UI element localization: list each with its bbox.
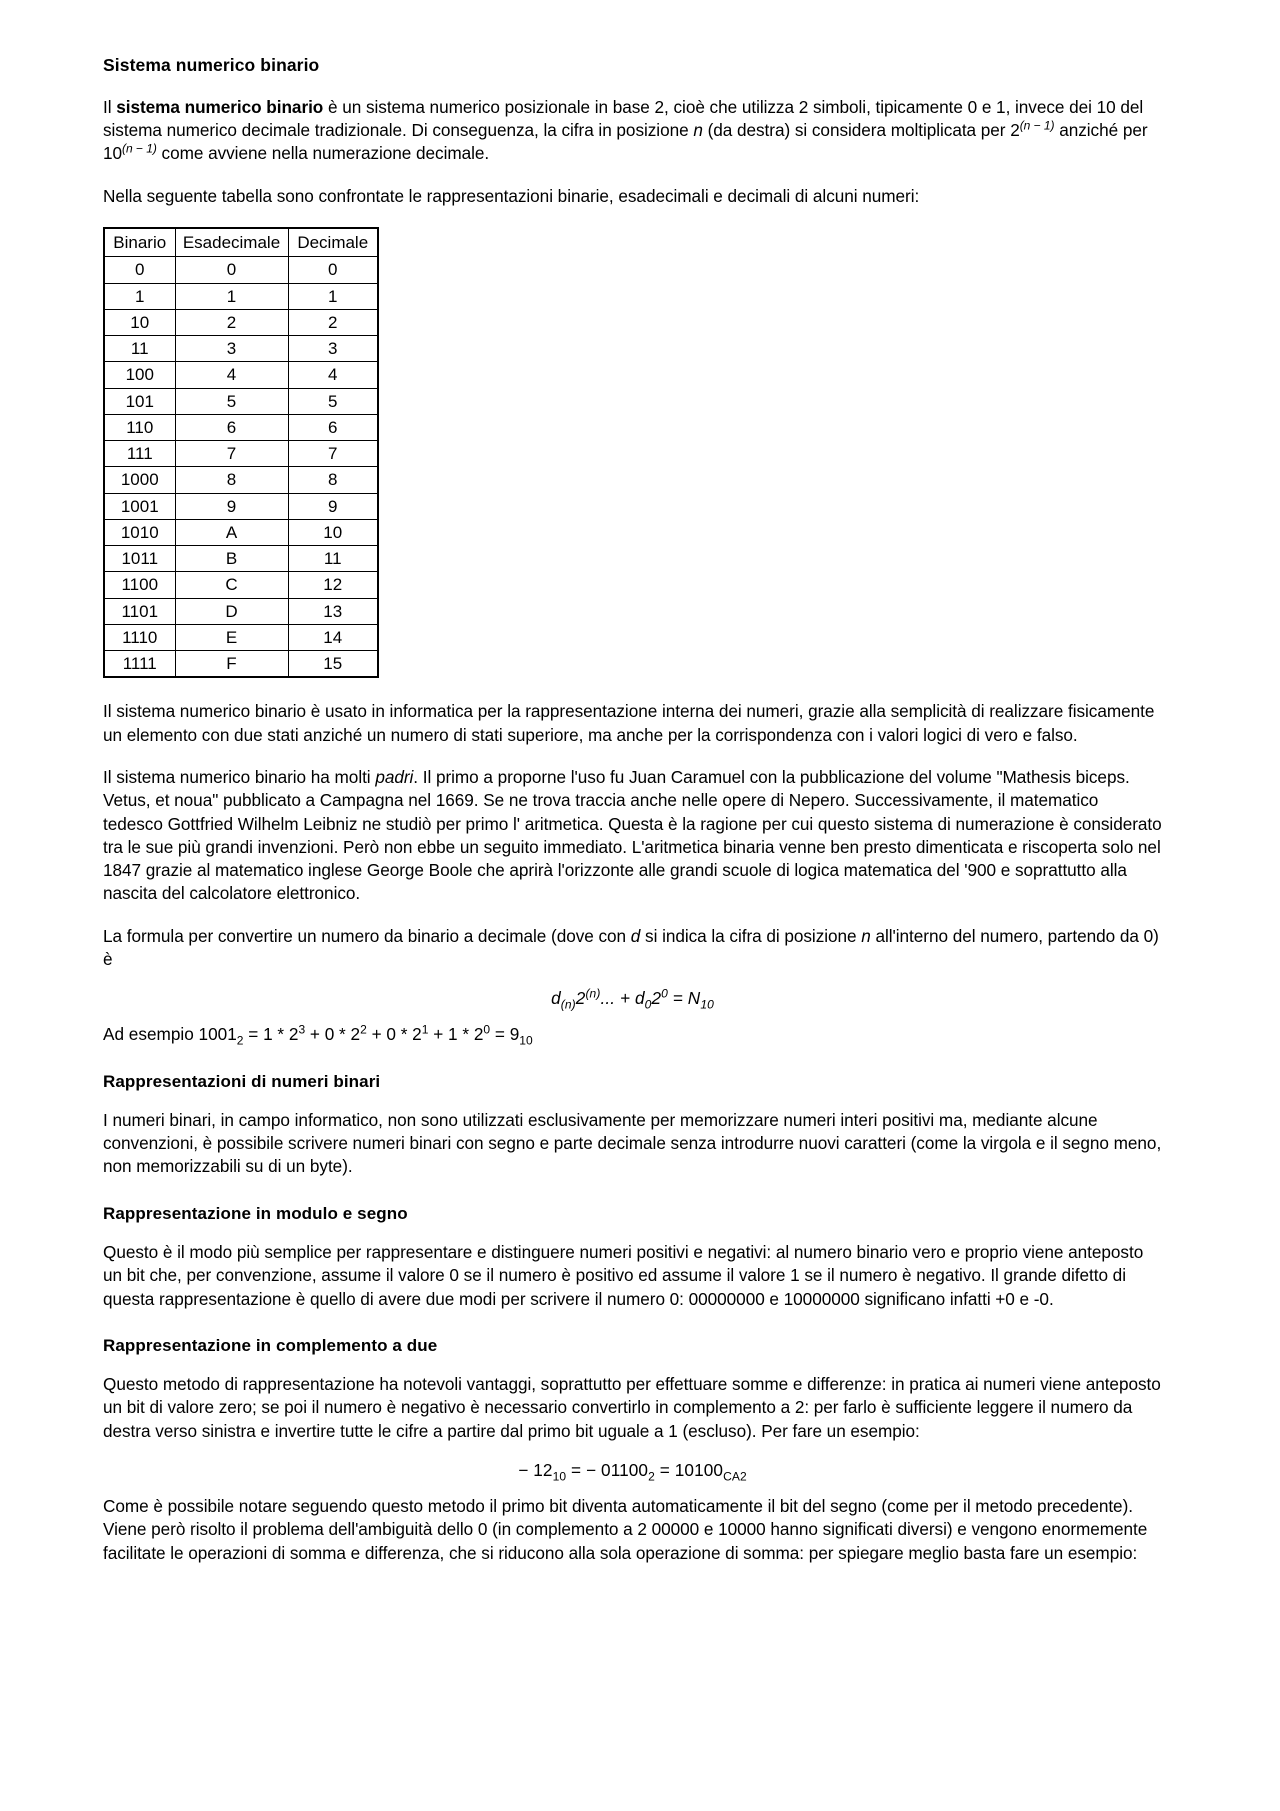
example-sup-1: 1 bbox=[421, 1022, 429, 1037]
example-final-sub: 10 bbox=[519, 1033, 533, 1048]
intro-exponent-2: (n − 1) bbox=[122, 141, 157, 156]
example-sup-2: 2 bbox=[360, 1022, 367, 1037]
cell-esadecimale: 9 bbox=[175, 493, 288, 519]
cell-decimale: 5 bbox=[288, 388, 378, 414]
column-header-esadecimale: Esadecimale bbox=[175, 228, 288, 257]
example-prefix: Ad esempio 1001 bbox=[103, 1024, 237, 1045]
cell-esadecimale: 2 bbox=[175, 309, 288, 335]
cell-binario: 1 bbox=[104, 283, 175, 309]
cell-esadecimale: E bbox=[175, 624, 288, 650]
table-row bbox=[104, 388, 378, 414]
cell-decimale: 7 bbox=[288, 441, 378, 467]
cell-esadecimale: F bbox=[175, 651, 288, 678]
page-title: Sistema numerico binario bbox=[103, 55, 320, 75]
ca2-sub-2: 2 bbox=[648, 1469, 655, 1484]
cell-decimale: 13 bbox=[288, 598, 378, 624]
ca2-sub-1: 10 bbox=[552, 1469, 567, 1484]
cell-binario: 10 bbox=[104, 309, 175, 335]
table-row bbox=[104, 546, 378, 572]
table-body bbox=[104, 257, 378, 678]
cell-binario: 1001 bbox=[104, 493, 175, 519]
cell-esadecimale: 0 bbox=[175, 257, 288, 283]
table-row bbox=[104, 336, 378, 362]
intro-rest-3: anziché per 10 bbox=[103, 120, 1148, 164]
ca2-value: 10100 bbox=[674, 1460, 724, 1480]
table-row bbox=[104, 441, 378, 467]
conversion-formula bbox=[103, 986, 1162, 1012]
history-part-1: Il sistema numerico binario ha molti bbox=[103, 766, 376, 787]
column-header-binario: Binario bbox=[104, 228, 175, 257]
example-sup-3: 3 bbox=[298, 1022, 306, 1037]
example-body: = 1 * 2 bbox=[243, 1024, 299, 1045]
cell-binario: 100 bbox=[104, 362, 175, 388]
history-italic-word: padri bbox=[375, 766, 414, 787]
cell-esadecimale: 3 bbox=[175, 336, 288, 362]
cell-binario: 1010 bbox=[104, 519, 175, 545]
cell-decimale: 15 bbox=[288, 651, 378, 678]
formula-d1: d bbox=[551, 988, 561, 1009]
example-conversion-line bbox=[103, 1023, 1162, 1046]
cell-decimale: 3 bbox=[288, 336, 378, 362]
section-heading-rappresentazioni: Rappresentazioni di numeri binari bbox=[103, 1071, 381, 1091]
cell-decimale: 14 bbox=[288, 624, 378, 650]
cell-esadecimale: 5 bbox=[175, 388, 288, 414]
ca2-equals-2: = bbox=[654, 1460, 675, 1480]
intro-paragraph bbox=[103, 96, 1162, 166]
history-paragraph bbox=[103, 766, 1162, 906]
table-row bbox=[104, 467, 378, 493]
ca2-minus-1: − 12 bbox=[518, 1460, 553, 1480]
cell-decimale: 6 bbox=[288, 414, 378, 440]
cell-binario: 1100 bbox=[104, 572, 175, 598]
cell-decimale: 12 bbox=[288, 572, 378, 598]
table-intro-paragraph: Nella seguente tabella sono confrontate le rappresentazioni binarie, esadecimali e decimali di alcuni numeri: bbox=[103, 185, 920, 206]
complemento-a-due-formula bbox=[103, 1460, 1162, 1484]
example-term-4: = 9 bbox=[490, 1024, 520, 1045]
table-header bbox=[104, 228, 378, 257]
cell-decimale: 4 bbox=[288, 362, 378, 388]
section-heading-complemento-a-due: Rappresentazione in complemento a due bbox=[103, 1335, 438, 1355]
intro-exponent-1: (n − 1) bbox=[1019, 118, 1055, 133]
cell-binario: 111 bbox=[104, 441, 175, 467]
cell-binario: 1111 bbox=[104, 651, 175, 678]
cell-esadecimale: 7 bbox=[175, 441, 288, 467]
formula-base-2-sup: 0 bbox=[661, 986, 668, 1001]
table-row bbox=[104, 309, 378, 335]
cell-decimale: 1 bbox=[288, 283, 378, 309]
formula-d2-sub: 0 bbox=[644, 997, 652, 1012]
cell-decimale: 8 bbox=[288, 467, 378, 493]
intro-var-n: n bbox=[693, 120, 703, 141]
formula-intro-part-3: all'interno del numero, partendo da 0) è bbox=[103, 925, 1159, 969]
cell-decimale: 0 bbox=[288, 257, 378, 283]
table-row bbox=[104, 572, 378, 598]
section-body-rappresentazioni: I numeri binari, in campo informatico, non sono utilizzati esclusivamente per memorizzare numeri interi positivi ma, mediante alcune convenzioni, è possibile scrivere numeri binari con segno e parte decimale senza introdurre nuovi caratteri (come la virgola e il segno meno, non memorizzabili su di un byte). bbox=[103, 1109, 1162, 1177]
intro-rest-1: è un sistema numerico posizionale in base 2, cioè che utilizza 2 simboli, tipicamente 0 e 1, invece dei 10 del sistema numerico decimale tradizionale. Di conseguenza, la cifra in posizione bbox=[103, 96, 1144, 141]
intro-rest-2: (da destra) si considera moltiplicata per 2 bbox=[702, 120, 1020, 141]
cell-binario: 110 bbox=[104, 414, 175, 440]
section-body-complemento-a-due: Questo metodo di rappresentazione ha notevoli vantaggi, soprattutto per effettuare somme e differenze: in pratica ai numeri viene anteposto un bit di valore zero; se poi il numero è negativo è necessario convertirlo in complemento a 2: per farlo è sufficiente leggere il numero da destra verso sinistra e invertire tutte le cifre a partire dal primo bit uguale a 1 (escluso). Per fare un esempio: bbox=[103, 1374, 1161, 1441]
cell-binario: 1011 bbox=[104, 546, 175, 572]
cell-decimale: 2 bbox=[288, 309, 378, 335]
example-prefix-sub: 2 bbox=[236, 1033, 244, 1048]
cell-binario: 11 bbox=[104, 336, 175, 362]
table-row bbox=[104, 519, 378, 545]
usage-paragraph: Il sistema numerico binario è usato in informatica per la rappresentazione interna dei numeri, grazie alla semplicità di realizzare fisicamente un elemento con due stati anziché un numero di stati superiore, ma anche per la corrispondenza con i valori logici di vero e falso. bbox=[103, 701, 1155, 745]
cell-decimale: 9 bbox=[288, 493, 378, 519]
cell-esadecimale: 4 bbox=[175, 362, 288, 388]
cell-binario: 1101 bbox=[104, 598, 175, 624]
example-term-1: + 0 * 2 bbox=[305, 1024, 361, 1045]
formula-base-2: 2 bbox=[651, 988, 662, 1009]
cell-binario: 1110 bbox=[104, 624, 175, 650]
cell-decimale: 10 bbox=[288, 519, 378, 545]
cell-esadecimale: A bbox=[175, 519, 288, 545]
formula-d1-sub: (n) bbox=[560, 997, 576, 1012]
cell-esadecimale: 6 bbox=[175, 414, 288, 440]
cell-esadecimale: 8 bbox=[175, 467, 288, 493]
cell-binario: 0 bbox=[104, 257, 175, 283]
formula-d2: d bbox=[634, 988, 645, 1009]
ca2-minus-2: − 01100 bbox=[586, 1460, 649, 1480]
column-header-decimale: Decimale bbox=[288, 228, 378, 257]
intro-bold-term: sistema numerico binario bbox=[116, 96, 324, 117]
intro-lead: Il bbox=[103, 96, 117, 117]
cell-binario: 101 bbox=[104, 388, 175, 414]
intro-rest-4: come avviene nella numerazione decimale. bbox=[156, 143, 490, 164]
formula-intro-paragraph bbox=[103, 925, 1162, 972]
table-row bbox=[104, 362, 378, 388]
cell-binario: 1000 bbox=[104, 467, 175, 493]
table-row bbox=[104, 598, 378, 624]
example-term-2: + 0 * 2 bbox=[366, 1024, 422, 1045]
formula-result: N bbox=[687, 988, 701, 1009]
formula-base-1: 2 bbox=[575, 988, 586, 1009]
cell-esadecimale: C bbox=[175, 572, 288, 598]
formula-intro-part-1: La formula per convertire un numero da binario a decimale (dove con bbox=[103, 925, 631, 946]
formula-equals: = bbox=[667, 988, 688, 1009]
history-part-2: . Il primo a proporne l'uso fu Juan Caramuel con la pubblicazione del volume "Mathesis biceps. Vetus, et noua" pubblicato a Campagna nel 1669. Se ne trova traccia anche nelle opere di Nepero. Successivamente, il matematico tedesco Gottfried Wilhelm Leibniz ne studiò per primo l' aritmetica. Questa è la ragione per cui questo sistema di numerazione è considerato tra le sue più grandi invenzioni. Però non ebbe un seguito immediato. L'aritmetica binaria venne ben presto dimenticata e riscoperta solo nel 1847 grazie al matematico inglese George Boole che aprirà l'orizzonte alle grandi scuole di logica matematica del '900 e soprattutto alla nascita del calcolatore elettronico. bbox=[103, 766, 1162, 904]
section-heading-modulo-e-segno: Rappresentazione in modulo e segno bbox=[103, 1203, 408, 1223]
ca2-sub-3: CA2 bbox=[723, 1469, 747, 1484]
conclusion-paragraph: Come è possibile notare seguendo questo metodo il primo bit diventa automaticamente il bit del segno (come per il metodo precedente). Viene però risolto il problema dell'ambiguità dello 0 (in complemento a 2 00000 e 10000 hanno significati diversi) e vengono enormemente facilitate le operazioni di somma e differenza, che si riducono alla sola operazione di somma: per spiegare meglio basta fare un esempio: bbox=[103, 1496, 1148, 1563]
formula-intro-var-n: n bbox=[861, 925, 871, 946]
formula-result-sub: 10 bbox=[700, 997, 714, 1012]
section-body-modulo-e-segno: Questo è il modo più semplice per rappresentare e distinguere numeri positivi e negativi: al numero binario vero e proprio viene anteposto un bit che, per convenzione, assume il valore 0 se il numero è positivo ed assume il valore 1 se il numero è negativo. Il grande difetto di questa rappresentazione è quello di avere due modi per scrivere il numero 0: 00000000 e 10000000 significano infatti +0 e -0. bbox=[103, 1241, 1144, 1309]
example-term-3: + 1 * 2 bbox=[428, 1024, 484, 1045]
formula-intro-part-2: si indica la cifra di posizione bbox=[640, 925, 862, 946]
ca2-equals-1: = bbox=[566, 1460, 587, 1480]
cell-esadecimale: D bbox=[175, 598, 288, 624]
cell-decimale: 11 bbox=[288, 546, 378, 572]
table-row bbox=[104, 624, 378, 650]
table-row bbox=[104, 414, 378, 440]
example-sup-0: 0 bbox=[483, 1022, 491, 1037]
binary-hex-decimal-table bbox=[103, 227, 379, 678]
table-row bbox=[104, 493, 378, 519]
table-row bbox=[104, 283, 378, 309]
cell-esadecimale: 1 bbox=[175, 283, 288, 309]
cell-esadecimale: B bbox=[175, 546, 288, 572]
formula-ellipsis: ... + bbox=[600, 988, 635, 1009]
formula-base-1-sup: (n) bbox=[585, 986, 601, 1001]
table-row bbox=[104, 257, 378, 283]
table-row bbox=[104, 651, 378, 678]
table-header-row bbox=[104, 228, 378, 257]
formula-intro-var-d: d bbox=[630, 925, 641, 946]
